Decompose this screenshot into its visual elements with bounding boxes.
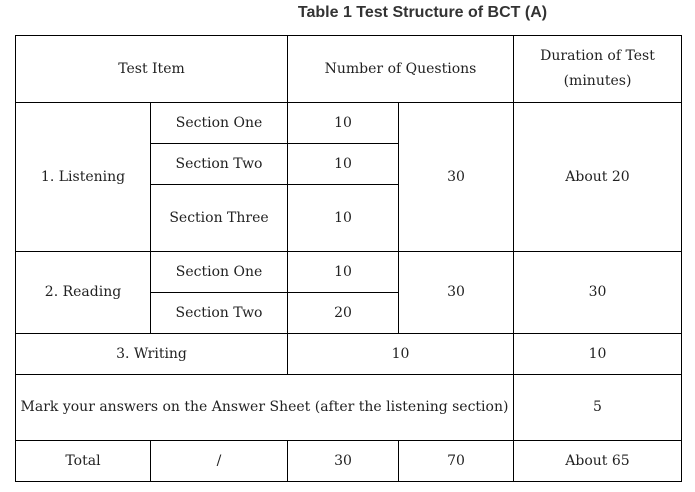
- reading-section-count: 20: [288, 293, 399, 334]
- listening-row-1: [16, 103, 682, 144]
- total-col3: 30: [288, 441, 399, 482]
- listening-section-name: Section One: [151, 103, 288, 144]
- table-title: Table 1 Test Structure of BCT (A): [297, 4, 548, 21]
- reading-row-1: [16, 252, 682, 293]
- total-duration: About 65: [514, 441, 682, 482]
- mark-answers-label: Mark your answers on the Answer Sheet (after the listening section): [16, 375, 514, 441]
- writing-label: 3. Writing: [16, 334, 288, 375]
- mark-answers-duration: 5: [514, 375, 682, 441]
- mark-answers-row: [16, 375, 682, 441]
- total-slash: /: [151, 441, 288, 482]
- writing-questions: 10: [288, 334, 514, 375]
- listening-section-count: 10: [288, 144, 399, 185]
- header-num-questions: Number of Questions: [288, 36, 514, 103]
- test-structure-table: [15, 35, 682, 482]
- total-label: Total: [16, 441, 151, 482]
- total-col4: 70: [399, 441, 514, 482]
- reading-total: 30: [399, 252, 514, 334]
- writing-row: [16, 334, 682, 375]
- header-duration: Duration of Test (minutes): [514, 36, 682, 103]
- header-test-item: Test Item: [16, 36, 288, 103]
- listening-section-name: Section Two: [151, 144, 288, 185]
- listening-section-count: 10: [288, 185, 399, 252]
- reading-section-name: Section Two: [151, 293, 288, 334]
- listening-label: 1. Listening: [16, 103, 151, 252]
- listening-section-name: Section Three: [151, 185, 288, 252]
- reading-section-name: Section One: [151, 252, 288, 293]
- listening-section-count: 10: [288, 103, 399, 144]
- reading-label: 2. Reading: [16, 252, 151, 334]
- header-row: [16, 36, 682, 103]
- reading-section-count: 10: [288, 252, 399, 293]
- listening-duration: About 20: [514, 103, 682, 252]
- reading-duration: 30: [514, 252, 682, 334]
- writing-duration: 10: [514, 334, 682, 375]
- listening-total: 30: [399, 103, 514, 252]
- total-row: [16, 441, 682, 482]
